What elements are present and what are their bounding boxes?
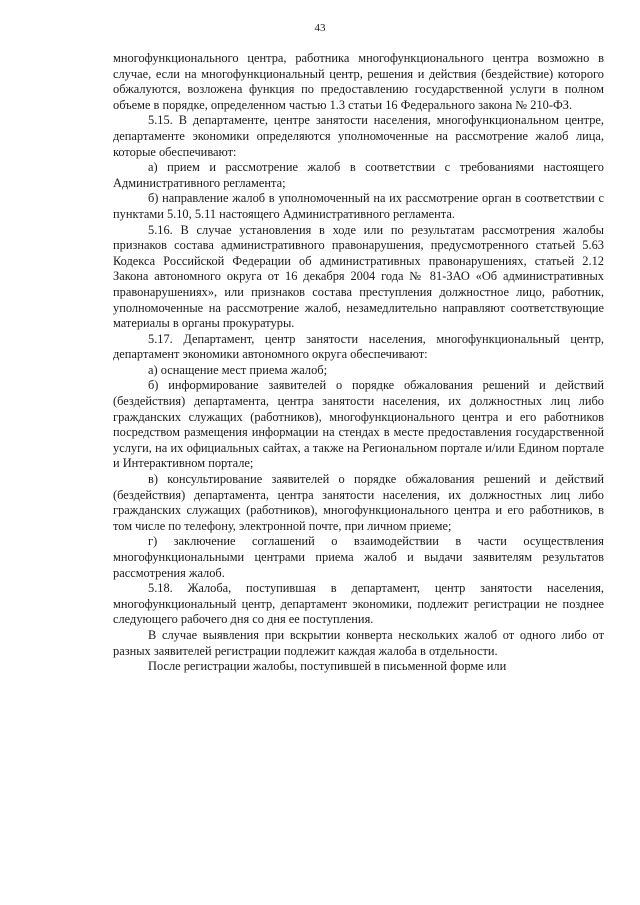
paragraph: г) заключение соглашений о взаимодействии в части осуществления многофункциональными центрами приема жалоб и выдачи заявителям результатов рассмотрения жалоб. (113, 534, 604, 580)
paragraph: В случае выявления при вскрытии конверта нескольких жалоб от одного либо от разных заявителей регистрации подлежит каждая жалоба в отдельности. (113, 627, 604, 658)
paragraph: 5.15. В департаменте, центре занятости населения, многофункциональном центре, департаменте экономики определяются уполномоченные на рассмотрение жалоб лица, которые обеспечивают: (113, 113, 604, 159)
paragraph: а) прием и рассмотрение жалоб в соответствии с требованиями настоящего Административного регламента; (113, 160, 604, 190)
paragraph: 5.17. Департамент, центр занятости населения, многофункциональный центр, департамент экономики автономного округа обеспечивают: (113, 331, 604, 362)
paragraph: в) консультирование заявителей о порядке обжалования решений и действий (бездействия) департамента, центра занятости населения, их должностных лиц либо гражданских служащих (работников), многофункционального центра и его работников, в том числе по телефону, электронной почте, при личном приеме; (113, 472, 604, 533)
paragraph: а) оснащение мест приема жалоб; (148, 362, 328, 377)
paragraph: б) информирование заявителей о порядке обжалования решений и действий (бездействия) департамента, центра занятости населения, их должностных лиц либо гражданских служащих (работников), многофункционального центра и его работников посредством размещения информации на стендах в месте предоставления государственной услуги, на их официальных сайтах, а также на Региональном портале и/или Едином портале и Интерактивном портале; (113, 378, 604, 471)
paragraph: 5.18. Жалоба, поступившая в департамент, центр занятости населения, многофункциональный центр, департамент экономики, подлежит регистрации не позднее следующего рабочего дня со дня ее поступления. (113, 581, 604, 627)
document-body (113, 51, 604, 675)
paragraph: После регистрации жалобы, поступившей в письменной форме или (148, 659, 507, 674)
paragraph: многофункционального центра, работника многофункционального центра возможно в случае, если на многофункциональный центр, решения и действия (бездействие) которого обжалуются, возложена функция по предоставлению государственной услуги в полном объеме в порядке, определенном частью 1.3 статьи 16 Федерального закона № 210-ФЗ. (113, 51, 604, 112)
page-number: 43 (314, 22, 326, 34)
paragraph: 5.16. В случае установления в ходе или по результатам рассмотрения жалобы признаков состава административного правонарушения, предусмотренного статьей 5.63 Кодекса Российской Федерации об административных правонарушениях, статьей 2.12 Закона автономного округа от 16 декабря 2004 года № 81-ЗАО «Об административных правонарушениях», или признаков состава преступления должностное лицо, работник, уполномоченные на рассмотрение жалоб, незамедлительно направляют соответствующие материалы в органы прокуратуры. (113, 222, 604, 331)
paragraph: б) направление жалоб в уполномоченный на их рассмотрение орган в соответствии с пунктами 5.10, 5.11 настоящего Административного регламента. (113, 191, 604, 221)
